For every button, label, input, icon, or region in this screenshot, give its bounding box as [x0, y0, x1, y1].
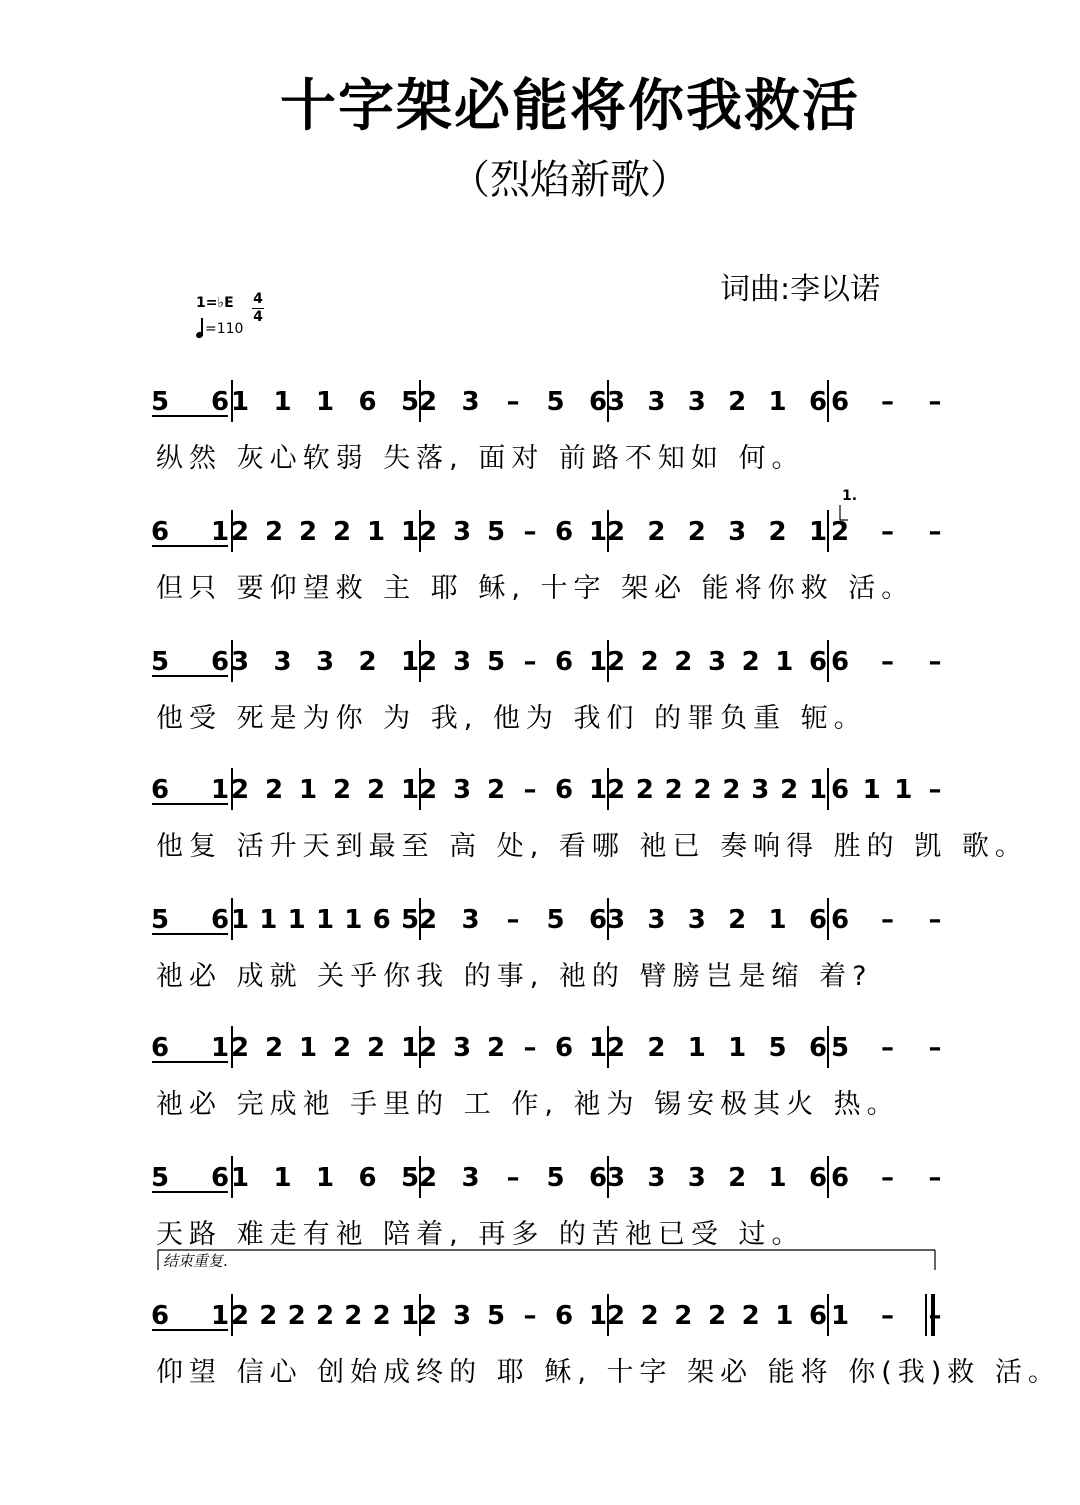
note-symbol: 6 — [554, 1301, 574, 1331]
note-symbol: 6 — [210, 1163, 230, 1193]
note-symbol: 2 — [358, 647, 377, 677]
note-symbol: 3 — [452, 517, 472, 547]
note-symbol: 1 — [259, 905, 278, 935]
note-symbol: 3 — [461, 1163, 480, 1193]
note-symbol: 5 — [400, 1163, 420, 1193]
note-symbol: 2 — [486, 775, 506, 805]
note-symbol: 3 — [707, 647, 727, 677]
note-symbol: 2 — [647, 517, 666, 547]
lyric-line-4: 他复 活升天到最至 高 处, 看哪 祂已 奏响得 胜的 凯 歌。 — [156, 831, 1028, 862]
note-symbol: 2 — [332, 1033, 352, 1063]
notation-row-1 — [0, 372, 1080, 432]
note-symbol: 3 — [452, 1033, 472, 1063]
note-symbol: 2 — [728, 1163, 747, 1193]
note-symbol: – — [881, 1301, 894, 1331]
tempo-marking: =110 — [205, 321, 244, 337]
note-symbol: 1 — [315, 387, 335, 417]
note-symbol: 6 — [150, 775, 170, 805]
note-symbol: 1 — [588, 1301, 608, 1331]
note-symbol: 2 — [418, 387, 438, 417]
note-symbol: 6 — [150, 517, 170, 547]
note-symbol: 3 — [452, 647, 472, 677]
note-symbol: – — [881, 387, 894, 417]
note-symbol: 1 — [210, 1301, 230, 1331]
note-symbol: 1 — [210, 775, 230, 805]
note-symbol: – — [881, 517, 894, 547]
note-symbol: 5 — [150, 905, 170, 935]
note-symbol: 6 — [554, 647, 574, 677]
note-symbol: 5 — [546, 1163, 565, 1193]
note-symbol: 2 — [418, 647, 438, 677]
repeat-bracket — [150, 1244, 950, 1274]
note-symbol: 2 — [728, 387, 747, 417]
lyric-line-8: 仰望 信心 创始成终的 耶 稣, 十字 架必 能将 你(我)救 活。 — [156, 1357, 1061, 1388]
note-symbol: – — [928, 905, 942, 935]
composer-credit: 词曲:李以诺 — [720, 272, 881, 307]
lyric-line-5: 祂必 成就 关乎你我 的事, 祂的 臂膀岂是缩 着? — [156, 961, 873, 992]
note-symbol: 2 — [418, 1033, 438, 1063]
note-symbol: 1 — [230, 387, 250, 417]
note-symbol: – — [881, 1033, 894, 1063]
note-symbol: 6 — [830, 775, 850, 805]
note-symbol: 1 — [400, 775, 420, 805]
note-symbol: 1 — [400, 647, 420, 677]
note-symbol: 2 — [640, 1301, 659, 1331]
note-symbol: 1 — [768, 387, 787, 417]
note-symbol: 2 — [606, 775, 626, 805]
note-symbol: 2 — [332, 775, 352, 805]
note-symbol: 1 — [315, 905, 335, 935]
time-signature-bottom: 4 — [253, 309, 263, 325]
note-symbol: 5 — [150, 647, 170, 677]
note-symbol: 2 — [606, 1033, 626, 1063]
song-subtitle: （烈焰新歌） — [450, 157, 690, 203]
note-symbol: 1 — [768, 1163, 787, 1193]
note-symbol: 2 — [606, 517, 626, 547]
note-symbol: 2 — [830, 517, 850, 547]
note-symbol: 2 — [230, 1301, 250, 1331]
note-symbol: 6 — [150, 1033, 170, 1063]
lyric-line-6: 祂必 完成祂 手里的 工 作, 祂为 锡安极其火 热。 — [156, 1089, 900, 1120]
note-symbol: 1 — [400, 517, 420, 547]
note-symbol: 1 — [687, 1033, 706, 1063]
note-symbol: 6 — [808, 387, 828, 417]
note-symbol: 2 — [780, 775, 799, 805]
note-symbol: 5 — [546, 905, 565, 935]
note-symbol: 6 — [210, 905, 230, 935]
note-symbol: 1 — [210, 1033, 230, 1063]
note-symbol: 6 — [830, 387, 850, 417]
note-symbol: – — [523, 517, 537, 547]
note-symbol: 2 — [722, 775, 741, 805]
time-signature-top: 4 — [253, 291, 263, 307]
note-symbol: 1 — [588, 1033, 608, 1063]
note-symbol: – — [881, 905, 894, 935]
note-symbol: 3 — [687, 905, 706, 935]
lyric-line-7: 天路 难走有祂 陪着, 再多 的苦祂已受 过。 — [156, 1219, 805, 1250]
note-symbol: 3 — [606, 387, 626, 417]
note-symbol: 2 — [418, 1163, 438, 1193]
note-symbol: 1 — [230, 905, 250, 935]
note-symbol: 2 — [372, 1301, 391, 1331]
note-symbol: 5 — [768, 1033, 787, 1063]
note-symbol: 2 — [640, 647, 659, 677]
note-symbol: 1 — [273, 1163, 292, 1193]
note-symbol: 1 — [400, 1301, 420, 1331]
volta-marker — [830, 488, 870, 528]
note-symbol: 6 — [358, 387, 377, 417]
note-symbol: 6 — [358, 1163, 377, 1193]
note-symbol: 1 — [862, 775, 881, 805]
note-symbol: 2 — [693, 775, 712, 805]
note-symbol: 2 — [418, 1301, 438, 1331]
lyric-line-2: 但只 要仰望救 主 耶 稣, 十字 架必 能将你救 活。 — [156, 573, 915, 604]
note-symbol: 2 — [264, 775, 284, 805]
note-symbol: 6 — [808, 1033, 828, 1063]
note-symbol: 2 — [230, 517, 250, 547]
note-symbol: – — [928, 647, 942, 677]
note-symbol: 3 — [273, 647, 292, 677]
time-signature — [252, 292, 264, 325]
note-symbol: 3 — [606, 905, 626, 935]
note-symbol: 6 — [830, 647, 850, 677]
note-symbol: 5 — [400, 387, 420, 417]
note-symbol: – — [881, 1163, 894, 1193]
note-symbol: 3 — [647, 905, 666, 935]
note-symbol: 6 — [372, 905, 391, 935]
note-symbol: – — [928, 1163, 942, 1193]
note-symbol: 1 — [588, 647, 608, 677]
notation-row-2 — [0, 502, 1080, 562]
note-symbol: – — [928, 517, 942, 547]
note-symbol: 1 — [315, 1163, 335, 1193]
note-symbol: 6 — [210, 387, 230, 417]
quarter-note-icon — [199, 318, 203, 340]
note-symbol: 2 — [728, 905, 747, 935]
note-symbol: 6 — [830, 905, 850, 935]
note-symbol: 5 — [150, 387, 170, 417]
note-symbol: 3 — [606, 1163, 626, 1193]
note-symbol: 3 — [315, 647, 335, 677]
note-symbol: 3 — [461, 387, 480, 417]
note-symbol: 1 — [344, 905, 363, 935]
note-symbol: 3 — [647, 1163, 666, 1193]
notation-row-4 — [0, 760, 1080, 820]
note-symbol: – — [523, 775, 537, 805]
song-title: 十字架必能将你我救活 — [280, 73, 860, 139]
note-symbol: 3 — [751, 775, 770, 805]
note-symbol: 1 — [287, 905, 306, 935]
note-symbol: – — [506, 905, 520, 935]
notation-row-7 — [0, 1148, 1080, 1208]
note-symbol: 1 — [273, 387, 292, 417]
note-symbol: – — [928, 1301, 942, 1331]
note-symbol: – — [506, 1163, 520, 1193]
note-symbol: 2 — [418, 775, 438, 805]
note-symbol: 3 — [647, 387, 666, 417]
note-symbol: 1 — [210, 517, 230, 547]
note-symbol: 2 — [230, 775, 250, 805]
note-symbol: 2 — [707, 1301, 727, 1331]
note-symbol: 2 — [647, 1033, 666, 1063]
note-symbol: 1 — [588, 517, 608, 547]
note-symbol: 6 — [588, 387, 608, 417]
note-symbol: 2 — [606, 647, 626, 677]
note-symbol: 6 — [554, 517, 574, 547]
note-symbol: 2 — [486, 1033, 506, 1063]
note-symbol: 2 — [674, 1301, 693, 1331]
note-symbol: 2 — [741, 647, 760, 677]
note-symbol: 1 — [768, 905, 787, 935]
note-symbol: 6 — [808, 647, 828, 677]
note-symbol: – — [523, 1301, 537, 1331]
note-symbol: 2 — [606, 1301, 626, 1331]
note-symbol: 1 — [728, 1033, 747, 1063]
note-symbol: 6 — [588, 1163, 608, 1193]
note-symbol: 5 — [486, 517, 506, 547]
note-symbol: 1 — [894, 775, 913, 805]
note-symbol: 3 — [687, 1163, 706, 1193]
note-symbol: 3 — [687, 387, 706, 417]
note-symbol: – — [881, 647, 894, 677]
notation-row-5 — [0, 890, 1080, 950]
note-symbol: 6 — [588, 905, 608, 935]
note-symbol: 2 — [768, 517, 787, 547]
note-symbol: 2 — [344, 1301, 363, 1331]
note-symbol: 1 — [400, 1033, 420, 1063]
note-symbol: 3 — [452, 1301, 472, 1331]
lyric-line-1: 纵然 灰心软弱 失落, 面对 前路不知如 何。 — [156, 443, 805, 474]
note-symbol: – — [523, 647, 537, 677]
note-symbol: 1 — [588, 775, 608, 805]
note-symbol: 2 — [230, 1033, 250, 1063]
note-symbol: 6 — [210, 647, 230, 677]
note-symbol: 2 — [298, 517, 318, 547]
note-symbol: – — [928, 775, 942, 805]
note-symbol: 5 — [830, 1033, 850, 1063]
note-symbol: 3 — [461, 905, 480, 935]
notation-row-8 — [0, 1286, 1080, 1346]
note-symbol: 2 — [741, 1301, 760, 1331]
note-symbol: 2 — [664, 775, 683, 805]
note-symbol: 5 — [150, 1163, 170, 1193]
note-symbol: – — [928, 387, 942, 417]
note-symbol: 2 — [687, 517, 706, 547]
lyric-line-3: 他受 死是为你 为 我, 他为 我们 的罪负重 轭。 — [156, 703, 867, 734]
note-symbol: 6 — [830, 1163, 850, 1193]
note-symbol: 6 — [808, 905, 828, 935]
note-symbol: 2 — [259, 1301, 278, 1331]
note-symbol: 2 — [418, 517, 438, 547]
note-symbol: 1 — [808, 517, 828, 547]
note-symbol: 6 — [554, 1033, 574, 1063]
note-symbol: 2 — [332, 517, 352, 547]
note-symbol: 2 — [366, 1033, 386, 1063]
note-symbol: 1 — [808, 775, 828, 805]
note-symbol: 1 — [298, 775, 318, 805]
repeat-label: 结束重复. — [163, 1252, 228, 1270]
note-symbol: 6 — [554, 775, 574, 805]
note-symbol: 1 — [775, 1301, 794, 1331]
note-symbol: 5 — [486, 1301, 506, 1331]
note-symbol: 5 — [400, 905, 420, 935]
note-symbol: – — [928, 1033, 942, 1063]
note-symbol: 2 — [264, 517, 284, 547]
note-symbol: 2 — [315, 1301, 335, 1331]
key-signature: 1=♭E — [196, 295, 234, 311]
note-symbol: 5 — [546, 387, 565, 417]
note-symbol: 5 — [486, 647, 506, 677]
note-symbol: – — [523, 1033, 537, 1063]
note-symbol: 3 — [452, 775, 472, 805]
notation-row-3 — [0, 632, 1080, 692]
note-symbol: 3 — [230, 647, 250, 677]
note-symbol: 2 — [674, 647, 693, 677]
note-symbol: 1 — [775, 647, 794, 677]
note-symbol: – — [506, 387, 520, 417]
note-symbol: 2 — [418, 905, 438, 935]
note-symbol: 6 — [808, 1301, 828, 1331]
note-symbol: 2 — [366, 775, 386, 805]
note-symbol: 1 — [230, 1163, 250, 1193]
note-symbol: 1 — [298, 1033, 318, 1063]
note-symbol: 1 — [366, 517, 386, 547]
note-symbol: 6 — [808, 1163, 828, 1193]
volta-number: 1. — [842, 488, 858, 504]
note-symbol: 2 — [264, 1033, 284, 1063]
notation-row-6 — [0, 1018, 1080, 1078]
note-symbol: 1 — [830, 1301, 850, 1331]
note-symbol: 2 — [635, 775, 654, 805]
note-symbol: 3 — [728, 517, 747, 547]
note-symbol: 2 — [287, 1301, 306, 1331]
note-symbol: 6 — [150, 1301, 170, 1331]
